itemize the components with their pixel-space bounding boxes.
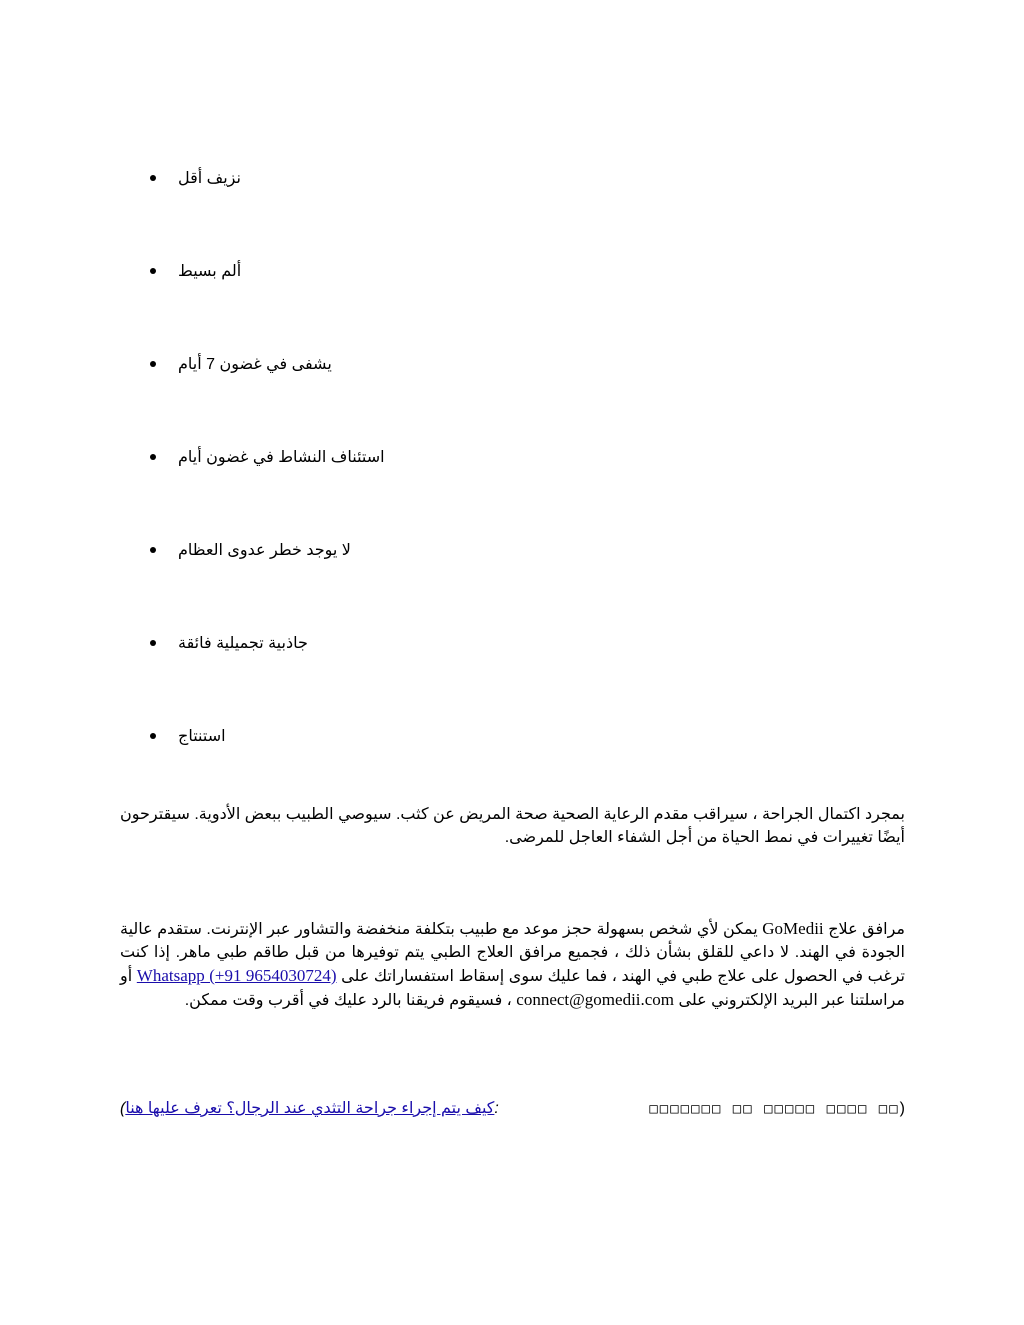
bullet-icon bbox=[150, 454, 156, 460]
promo-paragraph bbox=[120, 917, 905, 1012]
promo-text-1: مرافق علاج bbox=[823, 921, 905, 938]
list-item-text: جاذبية تجميلية فائقة bbox=[178, 635, 308, 652]
colon: : bbox=[494, 1100, 499, 1117]
list-item-text: استنتاج bbox=[178, 728, 226, 745]
list-item-text: لا يوجد خطر عدوى العظام bbox=[178, 542, 351, 559]
bullet-icon bbox=[150, 268, 156, 274]
list-item bbox=[150, 724, 226, 748]
promo-text-3: أو مراسلتنا عبر البريد الإلكتروني على bbox=[120, 968, 905, 1009]
promo-text-4: ، فسيقوم فريقنا بالرد عليك في أقرب وقت ممكن. bbox=[184, 992, 517, 1009]
list-item bbox=[150, 259, 241, 283]
bullet-icon bbox=[150, 733, 156, 739]
list-item bbox=[150, 631, 308, 655]
bullet-icon bbox=[150, 547, 156, 553]
list-item-text: نزيف أقل bbox=[178, 170, 241, 187]
list-item bbox=[150, 538, 351, 562]
conclusion-paragraph: بمجرد اكتمال الجراحة ، سيراقب مقدم الرعاية الصحية صحة المريض عن كثب. سيوصي الطبيب ببعض الأدوية. سيقترحون أيضًا تغييرات في نمط الحياة من أجل الشفاء العاجل للمرضى. bbox=[120, 806, 905, 846]
whatsapp-link[interactable]: Whatsapp (+91 9654030724) bbox=[136, 966, 337, 985]
related-article-left bbox=[120, 1097, 499, 1121]
list-item bbox=[150, 166, 241, 190]
related-article-line bbox=[120, 1097, 905, 1121]
bullet-icon bbox=[150, 361, 156, 367]
list-item-text: يشفى في غضون 7 أيام bbox=[178, 356, 332, 373]
placeholder-glyphs: □□□□□□□ □□ □□□□□ □□□□ □□ bbox=[649, 1101, 900, 1117]
list-item bbox=[150, 352, 332, 376]
email-address: connect@gomedii.com bbox=[516, 990, 675, 1009]
close-paren: ) bbox=[899, 1100, 905, 1117]
related-article-link[interactable]: كيف يتم إجراء جراحة التثدي عند الرجال؟ تعرف عليها هنا bbox=[125, 1100, 495, 1117]
open-paren: ( bbox=[120, 1100, 126, 1117]
list-item bbox=[150, 445, 385, 469]
promo-text-2: يمكن لأي شخص بسهولة حجز موعد مع طبيب بتكلفة منخفضة والتشاور عبر الإنترنت. ستقدم عالية الجودة في الهند. لا داعي للقلق بشأن ذلك ، فجميع مرافق العلاج الطبي يتم توفيرها من قبل طاقم طبي ماهر. إذا كنت ترغب في الحصول على علاج طبي في الهند ، فما عليك سوى إسقاط استفساراتك على bbox=[120, 921, 906, 985]
bullet-icon bbox=[150, 175, 156, 181]
brand-name: GoMedii bbox=[762, 919, 824, 938]
list-item-text: استئناف النشاط في غضون أيام bbox=[178, 449, 385, 466]
list-item-text: ألم بسيط bbox=[178, 263, 242, 280]
related-article-right bbox=[649, 1097, 905, 1121]
bullet-icon bbox=[150, 640, 156, 646]
